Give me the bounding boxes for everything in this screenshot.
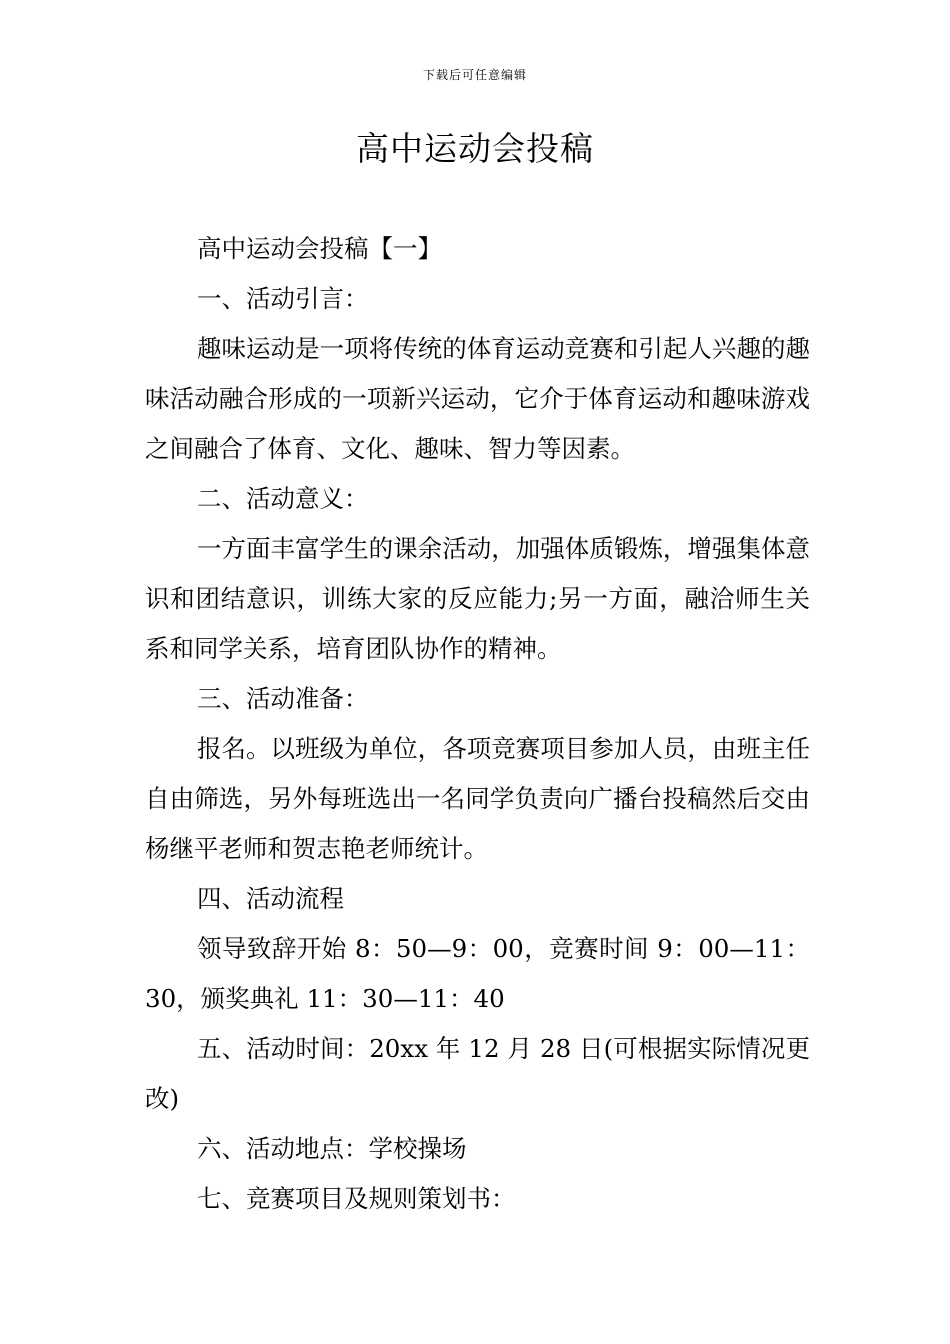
significance-paragraph: 一方面丰富学生的课余活动，加强体质锻炼，增强集体意识和团结意识，训练大家的反应能力;另一方面，融洽师生关系和同学关系，培育团队协作的精神。 xyxy=(145,534,810,663)
time-paragraph: 五、活动时间：20xx 年 12 月 28 日(可根据实际情况更改) xyxy=(145,1034,810,1113)
intro-paragraph: 趣味运动是一项将传统的体育运动竞赛和引起人兴趣的趣味活动融合形成的一项新兴运动，它介于体育运动和趣味游戏之间融合了体育、文化、趣味、智力等因素。 xyxy=(145,334,810,463)
location-paragraph: 六、活动地点：学校操场 xyxy=(197,1134,467,1163)
document-body xyxy=(145,224,810,1224)
page-header-note: 下载后可任意编辑 xyxy=(422,68,527,82)
preparation-paragraph: 报名。以班级为单位，各项竞赛项目参加人员，由班主任自由筛选，另外每班选出一名同学负责向广播台投稿然后交由杨继平老师和贺志艳老师统计。 xyxy=(145,734,810,863)
document-title: 高中运动会投稿 xyxy=(356,129,594,168)
subtitle-paragraph: 高中运动会投稿【一】 xyxy=(197,234,442,263)
section-heading-preparation: 三、活动准备： xyxy=(197,684,369,713)
section-heading-events: 七、竞赛项目及规则策划书： xyxy=(197,1184,516,1213)
process-paragraph: 领导致辞开始 8：50—9：00，竞赛时间 9：00—11：30，颁奖典礼 11：30—11：40 xyxy=(145,934,810,1013)
section-heading-intro: 一、活动引言： xyxy=(197,284,369,313)
section-heading-process: 四、活动流程 xyxy=(197,884,344,913)
section-heading-significance: 二、活动意义： xyxy=(197,484,369,513)
